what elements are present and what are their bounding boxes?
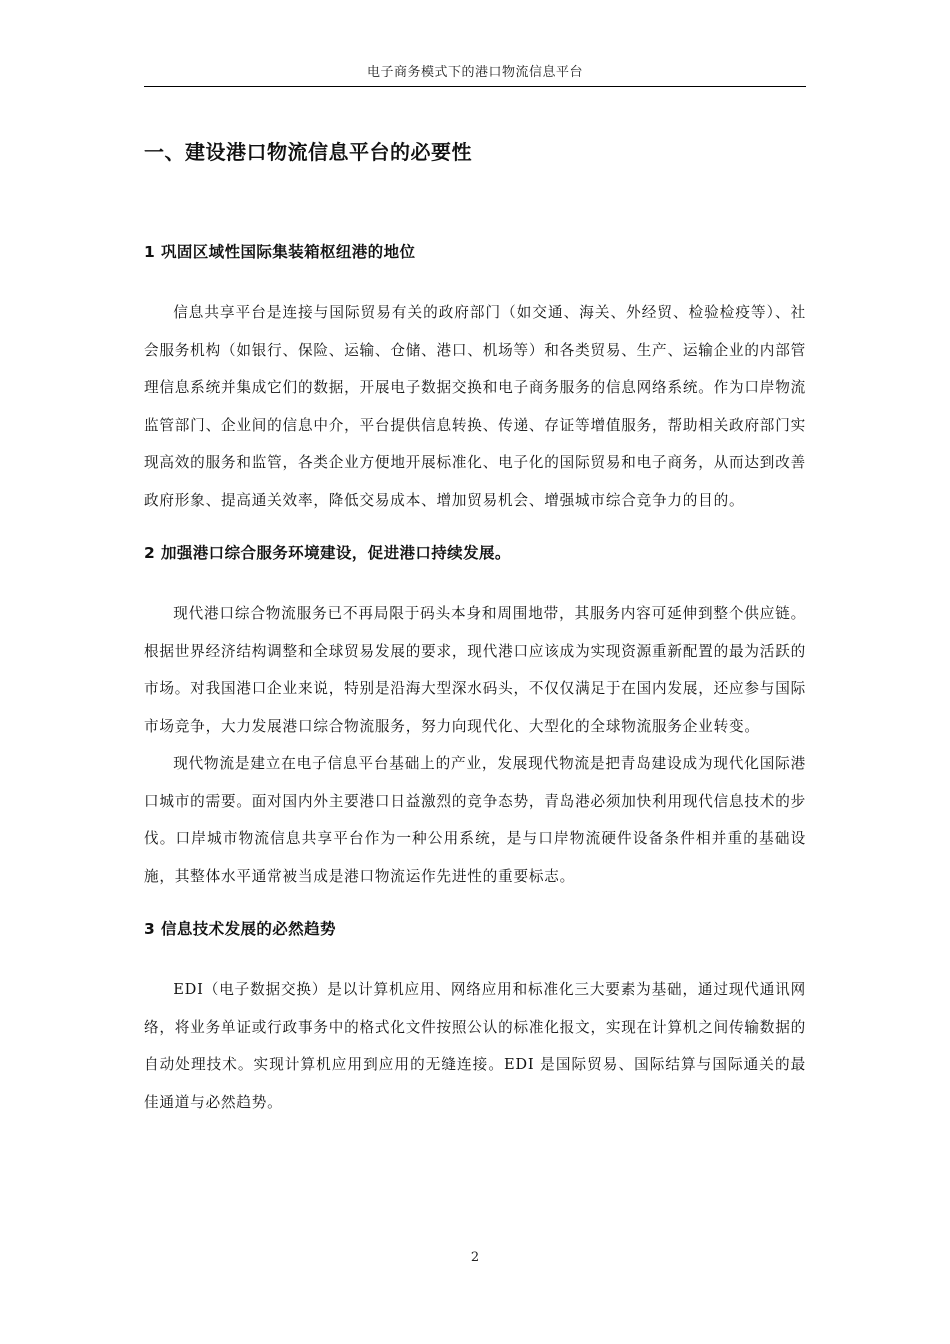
section-title: 一、建设港口物流信息平台的必要性 xyxy=(144,140,472,164)
paragraph: EDI（电子数据交换）是以计算机应用、网络应用和标准化三大要素为基础，通过现代通讯网络，将业务单证或行政事务中的格式化文件按照公认的标准化报文，实现在计算机之间传输数据的自动处理技术。实现计算机应用到应用的无缝连接。EDI 是国际贸易、国际结算与国际通关的最佳通道与必然趋势。 xyxy=(144,981,806,1111)
subsection-heading-3: 3 信息技术发展的必然趋势 xyxy=(144,920,336,938)
header-rule xyxy=(144,86,806,87)
paragraph: 现代港口综合物流服务已不再局限于码头本身和周围地带，其服务内容可延伸到整个供应链。根据世界经济结构调整和全球贸易发展的要求，现代港口应该成为实现资源重新配置的最为活跃的市场。对我国港口企业来说，特别是沿海大型深水码头，不仅仅满足于在国内发展，还应参与国际市场竞争，大力发展港口综合物流服务，努力向现代化、大型化的全球物流服务企业转变。 xyxy=(144,605,806,735)
page-content xyxy=(144,134,806,1121)
subsection-heading-1: 1 巩固区域性国际集装箱枢纽港的地位 xyxy=(144,243,416,261)
page-number: 2 xyxy=(470,1250,480,1265)
paragraph: 现代物流是建立在电子信息平台基础上的产业，发展现代物流是把青岛建设成为现代化国际港口城市的需要。面对国内外主要港口日益激烈的竞争态势，青岛港必须加快利用现代信息技术的步伐。口岸城市物流信息共享平台作为一种公用系统，是与口岸物流硬件设备条件相并重的基础设施，其整体水平通常被当成是港口物流运作先进性的重要标志。 xyxy=(144,755,806,885)
subsection-heading-2: 2 加强港口综合服务环境建设，促进港口持续发展。 xyxy=(144,544,511,562)
running-header: 电子商务模式下的港口物流信息平台 xyxy=(366,65,583,80)
paragraph: 信息共享平台是连接与国际贸易有关的政府部门（如交通、海关、外经贸、检验检疫等）、社会服务机构（如银行、保险、运输、仓储、港口、机场等）和各类贸易、生产、运输企业的内部管理信息系统并集成它们的数据，开展电子数据交换和电子商务服务的信息网络系统。作为口岸物流监管部门、企业间的信息中介，平台提供信息转换、传递、存证等增值服务，帮助相关政府部门实现高效的服务和监管，各类企业方便地开展标准化、电子化的国际贸易和电子商务，从而达到改善政府形象、提高通关效率，降低交易成本、增加贸易机会、增强城市综合竞争力的目的。 xyxy=(144,304,806,509)
